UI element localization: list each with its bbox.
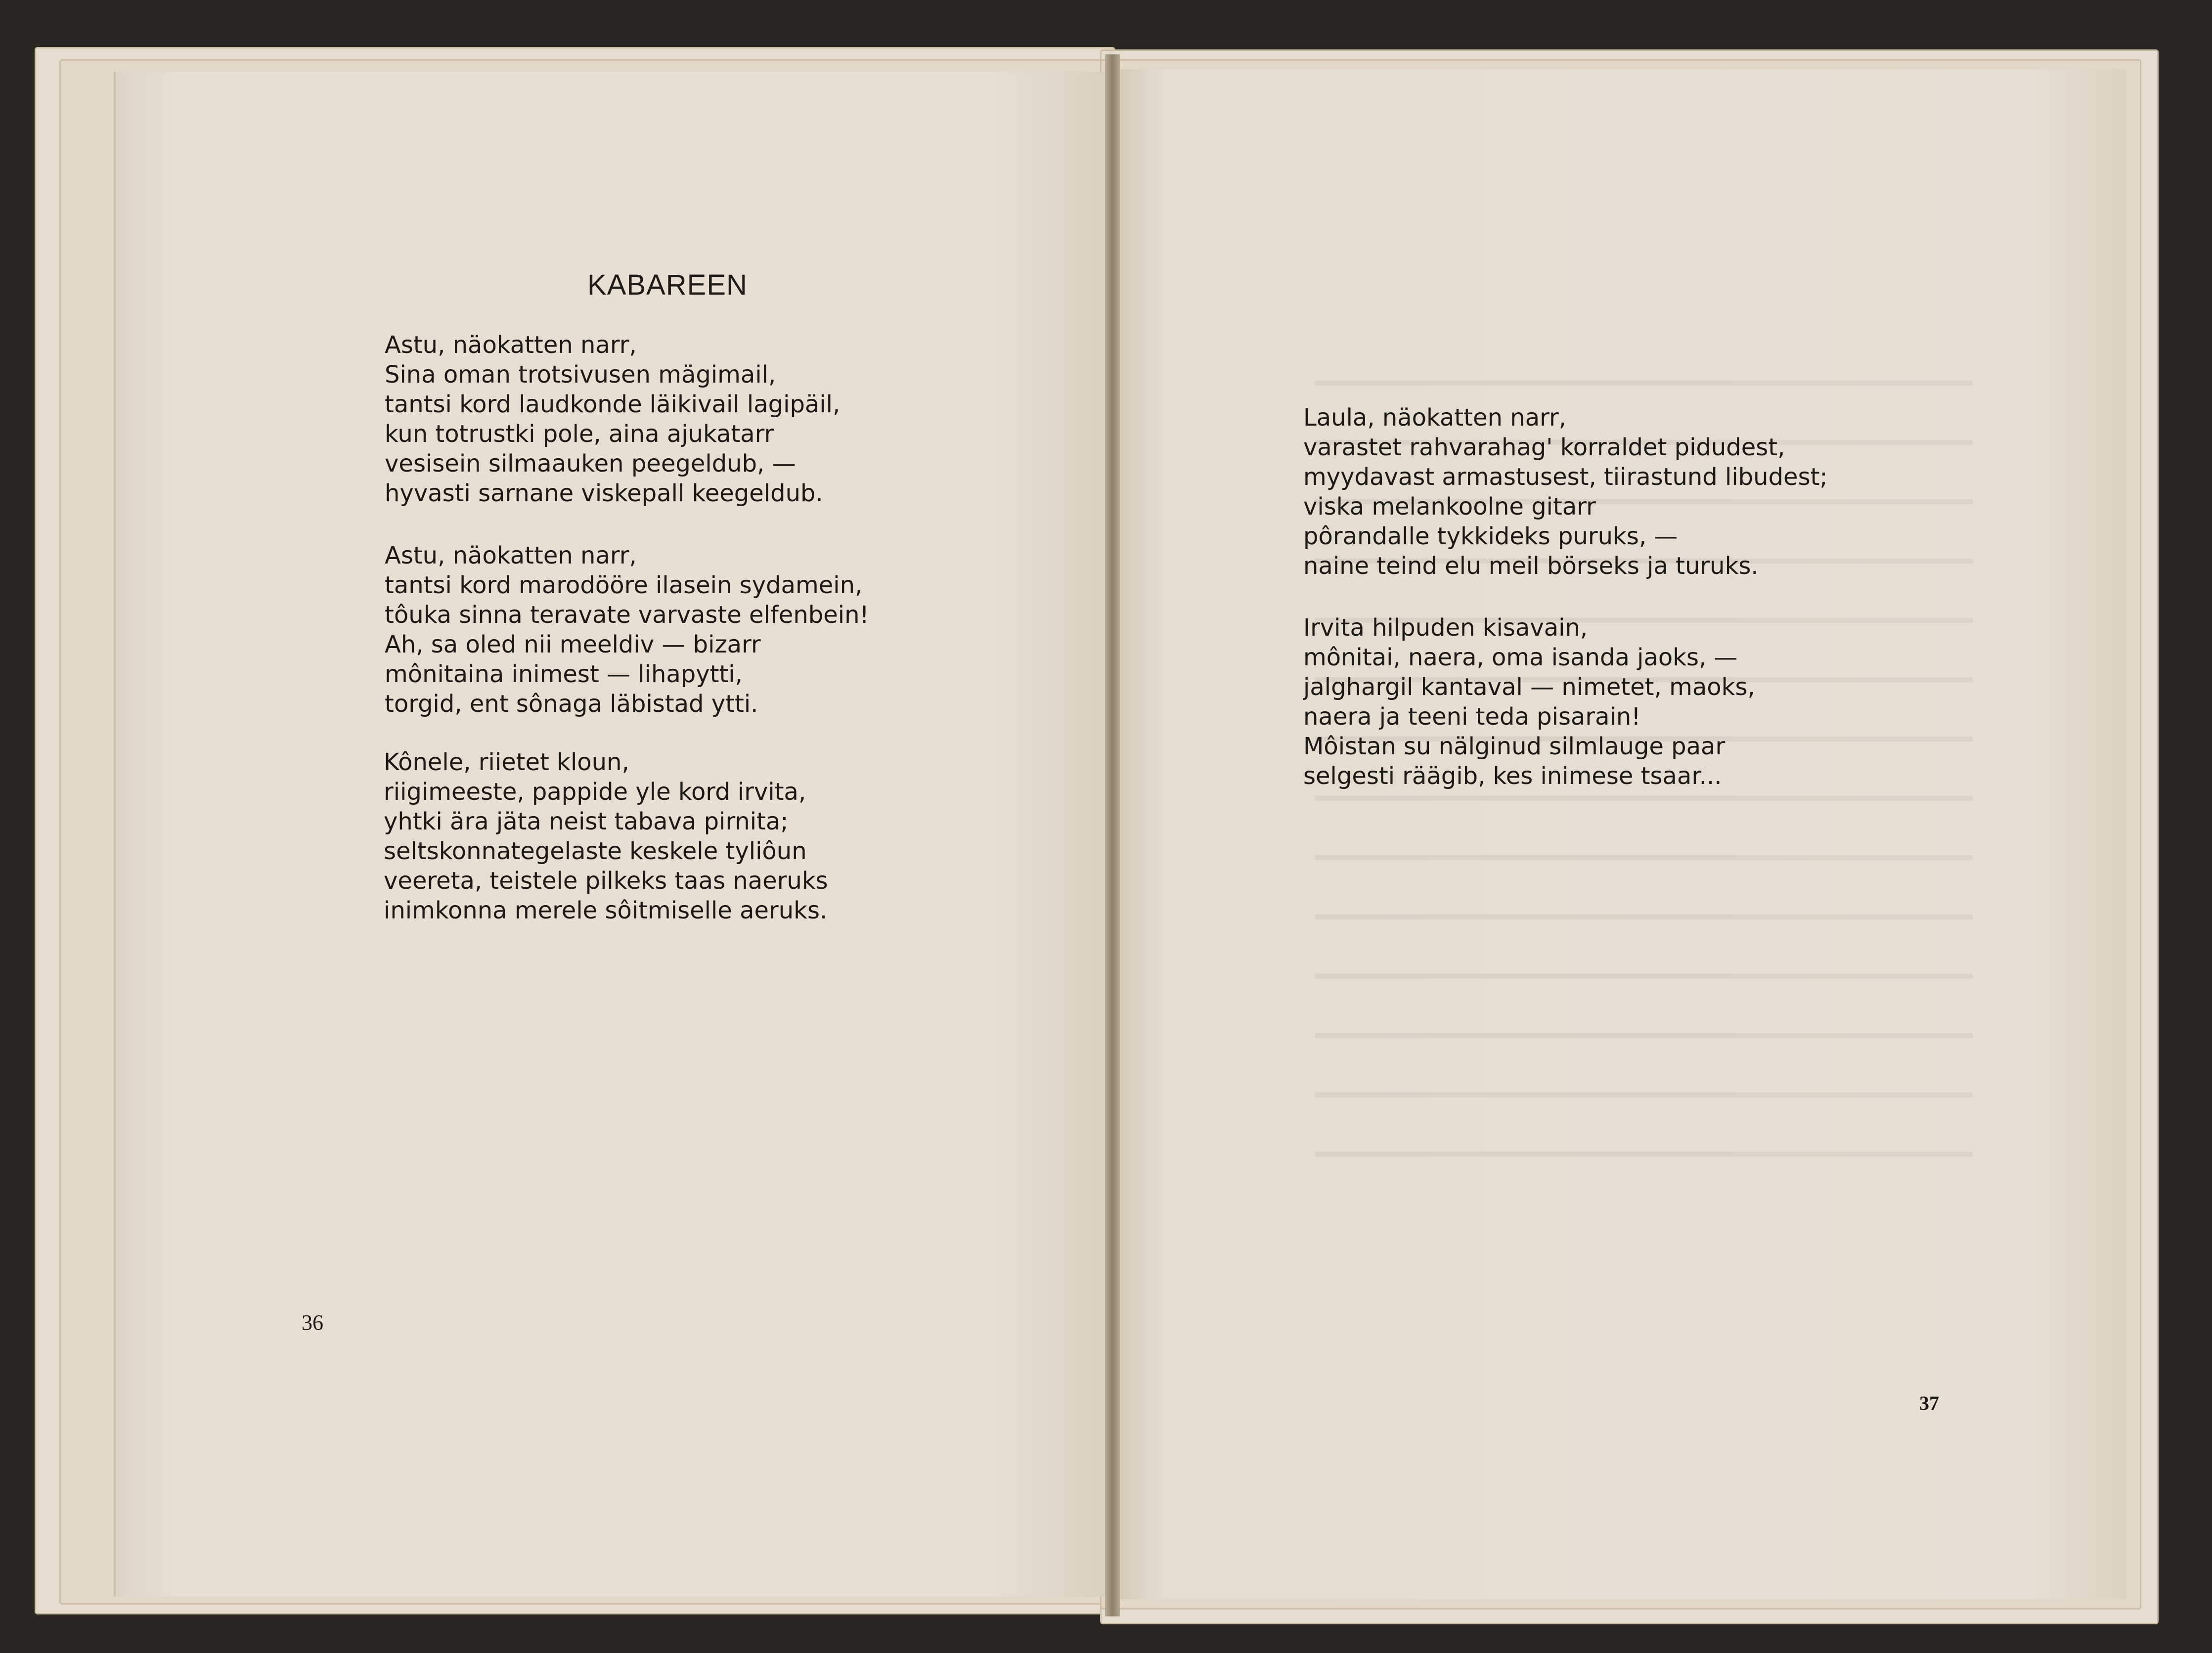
verse-line: Laula, näokatten narr, <box>1303 404 1566 432</box>
verse-line: naine teind elu meil börseks ja turuks. <box>1303 552 1759 580</box>
page-number-right: 37 <box>1919 1392 1939 1414</box>
verse-line: Astu, näokatten narr, <box>385 542 637 569</box>
poem-title: KABAREEN <box>587 269 748 301</box>
verse-line: yhtki ära jäta neist tabava pirnita; <box>384 808 789 835</box>
verse-line: vesisein silmaauken peegeldub, — <box>385 450 796 478</box>
left-stanza-3 <box>384 747 828 925</box>
verse-line: inimkonna merele sôitmiselle aeruks. <box>384 897 828 924</box>
verse-line: torgid, ent sônaga läbistad ytti. <box>385 690 758 718</box>
verse-line: selgesti räägib, kes inimese tsaar... <box>1303 762 1722 790</box>
verse-line: riigimeeste, pappide yle kord irvita, <box>384 778 806 806</box>
left-stanza-1 <box>385 330 840 508</box>
verse-line: veereta, teistele pilkeks taas naeruks <box>384 867 828 895</box>
verse-line: Sina oman trotsivusen mägimail, <box>385 361 776 389</box>
right-stanza-1 <box>1303 403 1828 581</box>
verse-line: mônitai, naera, oma isanda jaoks, — <box>1303 644 1738 671</box>
verse-line: myydavast armastusest, tiirastund libudest; <box>1303 463 1828 491</box>
verse-line: varastet rahvarahag' korraldet pidudest, <box>1303 434 1785 461</box>
verse-line: tantsi kord laudkonde läikivail lagipäil, <box>385 391 841 418</box>
verse-line: Irvita hilpuden kisavain, <box>1303 614 1588 642</box>
verse-line: naera ja teeni teda pisarain! <box>1303 703 1641 731</box>
verse-line: Môistan su nälginud silmlauge paar <box>1303 733 1725 760</box>
verse-line: Astu, näokatten narr, <box>385 331 637 359</box>
verse-line: seltskonnategelaste keskele tyliôun <box>384 837 807 865</box>
right-stanza-2 <box>1303 613 1755 791</box>
verse-line: viska melankoolne gitarr <box>1303 493 1596 521</box>
verse-line: tôuka sinna teravate varvaste elfenbein! <box>385 601 869 629</box>
verse-line: pôrandalle tykkideks puruks, — <box>1303 522 1678 550</box>
verse-line: Ah, sa oled nii meeldiv — bizarr <box>385 631 761 658</box>
verse-line: tantsi kord marodööre ilasein sydamein, <box>385 571 863 599</box>
verse-line: mônitaina inimest — lihapytti, <box>385 660 743 688</box>
verse-line: jalghargil kantaval — nimetet, maoks, <box>1303 673 1755 701</box>
page-number-left: 36 <box>302 1310 323 1335</box>
left-stanza-2 <box>385 541 869 719</box>
verse-line: kun totrustki pole, aina ajukatarr <box>385 420 774 448</box>
book-gutter <box>1105 54 1120 1616</box>
verse-line: Kônele, riietet kloun, <box>384 748 629 776</box>
verse-line: hyvasti sarnane viskepall keegeldub. <box>385 479 823 507</box>
